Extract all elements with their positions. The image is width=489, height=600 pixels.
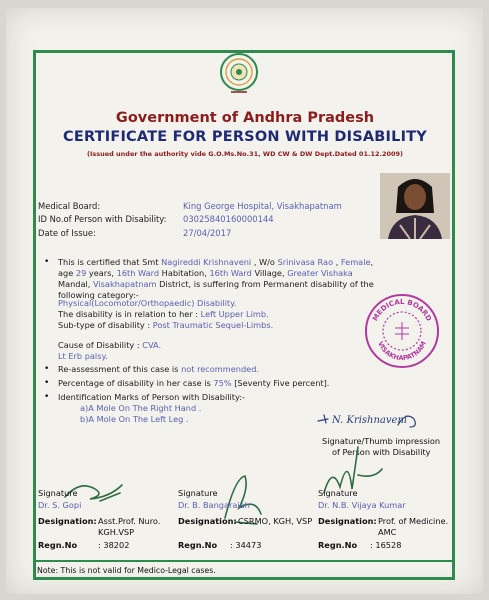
text-fragment: , age [58,257,374,278]
applicant-signature [310,405,430,433]
pwd-id-label: ID No.of Person with Disability: [38,214,167,224]
age-value: 29 [75,268,87,278]
relative-name: Srinivasa Rao [277,257,334,267]
signatory-1-designation-label: Designation: [38,516,97,526]
bullet-icon: • [44,378,50,388]
issued-under-text: (Issued under the authority vide G.O.Ms.No.31, WD CW & DW Dept.Dated 01.12.2009) [86,150,404,158]
signatory-2-designation-label: Designation: [178,516,237,526]
signatory-3-designation-label: Designation: [318,516,377,526]
person-name: Nagireddi Krishnaveni [161,257,252,267]
disability-relation [58,309,269,320]
certification-paragraph [58,257,378,301]
gender-value: Female [340,257,371,267]
village-value: 16th Ward [209,268,252,278]
identification-mark-a: a)A Mole On The Right Hand . [80,403,202,413]
text-fragment: , [333,257,341,267]
text-fragment: This is certified that Smt [58,257,162,267]
signatory-2-designation: CSRMO, KGH, VSP [238,516,313,526]
mandal-value: Greater Vishaka [287,268,353,278]
signatory-3-name: Dr. N.B. Vijaya Kumar [318,500,406,510]
medical-board-label: Medical Board: [38,201,101,211]
text-fragment: , W/o [251,257,278,267]
signatory-3-regn-label: Regn.No [318,540,358,550]
disability-subtype [58,320,273,331]
text-fragment: Habitation, [159,268,210,278]
signatory-1-label: Signature [38,488,78,498]
issue-date-label: Date of Issue: [38,228,96,238]
pwd-id-value: 03025840160000144 [183,214,274,224]
bullet-icon: • [44,364,50,374]
cause-label: Cause of Disability : [58,340,143,350]
svg-text:VISAKHAPATNAM [376,340,428,362]
bullet-icon: • [44,392,50,402]
applicant-signature-caption-2: of Person with Disability [332,447,431,457]
subtype-label: Sub-type of disability : [58,320,153,330]
medical-board-seal-icon [363,292,441,370]
disability-cause [58,340,161,351]
habitation-value: 16th Ward [116,268,160,278]
signatory-3-designation: Prof. of Medicine. AMC [378,516,449,537]
percentage-line [58,378,329,389]
signatory-2-regn: : 34473 [230,540,262,550]
signatory-2-regn-label: Regn.No [178,540,218,550]
state-emblem-icon [219,52,259,96]
district-value: Visakhapatnam [92,279,157,289]
text-fragment: District, is suffering from Permanent disability of the following category:- [58,279,374,300]
subtype-value: Post Traumatic Sequel-Limbs. [152,320,274,330]
reassess-value: not recommended. [181,364,260,374]
certificate-title: CERTIFICATE FOR PERSON WITH DISABILITY [63,129,427,145]
signatory-1-regn-label: Regn.No [38,540,78,550]
disability-category: Physical(Locomotor/Orthopaedic) Disability. [58,298,237,308]
applicant-photo [380,173,450,239]
signatory-1-regn: : 38202 [98,540,130,550]
signatory-2-name: Dr. B. Bangaraiah [178,500,250,510]
applicant-signature-text: N. Krishnaveni [332,415,408,426]
bullet-icon: • [44,257,50,267]
seal-top-text: MEDICAL BOARD [371,297,433,323]
signatory-1-name: Dr. S. Gopi [38,500,82,510]
percent-label: Percentage of disability in her case is [58,378,214,388]
signatory-2-label: Signature [178,488,218,498]
percent-value: 75% [213,378,232,388]
footer-divider [33,560,455,562]
seal-bottom-text: VISAKHAPATNAM [376,340,428,363]
cause-value: CVA. [142,340,162,350]
government-heading: Government of Andhra Pradesh [115,110,375,126]
footer-note: Note: This is not valid for Medico-Legal cases. [37,566,216,575]
applicant-signature-caption-1: Signature/Thumb impression [322,436,441,446]
relation-label: The disability is in relation to her : [58,309,201,319]
identification-marks-label: Identification Marks of Person with Disability:- [58,392,245,402]
issue-date-value: 27/04/2017 [183,228,232,238]
signatory-1-designation: Asst.Prof. Nuro. KGH.VSP [98,516,161,537]
signatory-3-label: Signature [318,488,358,498]
signatory-3-regn: : 16528 [370,540,402,550]
medical-board-value: King George Hospital, Visakhapatnam [183,201,342,211]
disability-cause-2: Lt Erb palsy. [58,351,108,361]
text-fragment: Mandal, [58,279,93,289]
text-fragment: Village, [251,268,288,278]
reassessment-line [58,364,259,375]
percent-words: [Seventy Five percent]. [231,378,330,388]
relation-value: Left Upper Limb. [200,309,269,319]
reassess-label: Re-assessment of this case is [58,364,182,374]
text-fragment: years, [86,268,117,278]
identification-mark-b: b)A Mole On The Left Leg . [80,414,189,424]
